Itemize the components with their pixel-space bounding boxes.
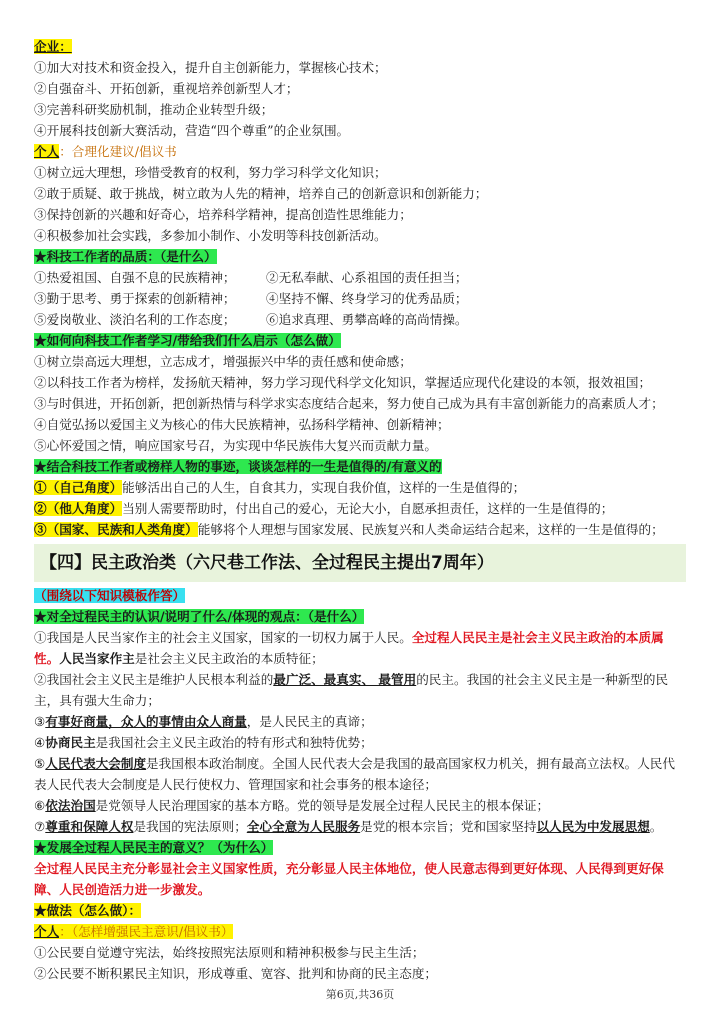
quality-3: ③勤于思考、勇于探索的创新精神； [34, 291, 236, 306]
practice-item-2: ②公民要不断积累民主知识，形成尊重、宽容、批判和协商的民主态度； [34, 966, 437, 981]
learn-item-1: ①树立崇高远大理想，立志成才，增强振兴中华的责任感和使命感； [34, 354, 412, 369]
c4-tail: 是我国社会主义民主政治的特有形式和独特优势； [95, 735, 373, 750]
meaning-point-2 [34, 498, 613, 519]
cognition-point-3 [34, 711, 373, 732]
c2-tail: 的民主。我国的社会主义民主是一种新型的民主，具有强大生命力； [34, 672, 669, 708]
c3-num: ③ [34, 714, 46, 729]
practice-individual-label: 个人 [34, 924, 60, 939]
meaning-point-2-text: 当别人需要帮助时，付出自己的爱心，无论大小，自愿承担责任，这样的一生是值得的； [122, 501, 614, 516]
c3-underline: 有事好商量，众人的事情由众人商量 [45, 714, 247, 729]
individual-note: ：合理化建议/倡议书 [59, 144, 177, 159]
cognition-point-2 [34, 669, 684, 711]
c1-text: ①我国是人民当家作主的社会主义国家，国家的一切权力属于人民。 [34, 630, 412, 645]
template-note [34, 585, 185, 606]
individual-item-4: ④积极参加社会实践，多参加小制作、小发明等科技创新活动。 [34, 228, 387, 243]
cognition-point-1 [34, 627, 684, 669]
learn-item-4: ④自觉弘扬以爱国主义为核心的伟大民族精神，弘扬科学精神、创新精神； [34, 417, 450, 432]
meaning-heading [34, 456, 442, 477]
enterprise-heading-text: 企业： [34, 39, 72, 54]
meaning-point-1-label: ①（自己角度） [34, 480, 123, 495]
individual-heading [34, 141, 177, 162]
section-title: 【四】民主政治类（六尺巷工作法、全过程民主提出7周年） [40, 553, 494, 573]
learn-item-2: ②以科技工作者为榜样，发扬航天精神，努力学习现代科学文化知识，掌握适应现代化建设的本领，报效祖国； [34, 375, 652, 390]
c7-underline-1: 尊重和保障人权 [45, 819, 134, 834]
individual-heading-text: 个人 [34, 144, 60, 159]
enterprise-item-3: ③完善科研奖励机制，推动企业转型升级； [34, 102, 274, 117]
c7-num: ⑦ [34, 819, 46, 834]
individual-item-2: ②敢于质疑、敢于挑战，树立敢为人先的精神，培养自己的创新意识和创新能力； [34, 186, 488, 201]
enterprise-heading [34, 36, 72, 57]
c5-tail: 是我国根本政治制度。全国人民代表大会是我国的最高国家权力机关，拥有最高立法权。人民代表人民代表大会制度是人民行使权力、管理国家和社会事务的根本途径； [34, 756, 675, 792]
c1-tail: 是社会主义民主政治的本质特征； [134, 651, 324, 666]
c7-underline-2: 全心全意为人民服务 [246, 819, 361, 834]
practice-individual-note: ：（怎样增强民主意识/倡议书） [59, 924, 234, 939]
cognition-point-7 [34, 816, 662, 837]
quality-5: ⑤爱岗敬业、淡泊名利的工作态度； [34, 312, 236, 327]
meaning-point-1-text: 能够活出自己的人生，自食其力，实现自我价值，这样的一生是值得的； [122, 480, 526, 495]
qualities-row-3 [34, 309, 468, 330]
cognition-heading-text: ★对全过程民主的认识/说明了什么/体现的观点：（是什么） [34, 609, 365, 624]
meaning-point-2-label: ②（他人角度） [34, 501, 123, 516]
c7-mid-1: 是我国的宪法原则； [133, 819, 247, 834]
c2-text: ②我国社会主义民主是维护人民根本利益的 [34, 672, 274, 687]
enterprise-item-1: ①加大对技术和资金投入，提升自主创新能力，掌握核心技术； [34, 60, 387, 75]
individual-item-3: ③保持创新的兴趣和好奇心，培养科学精神，提高创造性思维能力； [34, 207, 412, 222]
meaning-point-3 [34, 519, 664, 540]
c7-underline-3: 以人民为中发展思想 [536, 819, 650, 834]
enterprise-item-2: ②自强奋斗、开拓创新，重视培养创新型人才； [34, 81, 299, 96]
qualities-row-1 [34, 267, 468, 288]
learn-item-3: ③与时俱进，开拓创新，把创新热情与科学求实态度结合起来，努力使自己成为具有丰富创新能力的高素质人才； [34, 396, 664, 411]
c7-end: 。 [649, 819, 663, 834]
significance-heading-text: ★发展全过程人民民主的意义？（为什么） [34, 840, 274, 855]
meaning-point-1 [34, 477, 525, 498]
practice-individual [34, 921, 233, 942]
meaning-point-3-text: 能够将个人理想与国家发展、民族复兴和人类命运结合起来，这样的一生是值得的； [197, 522, 664, 537]
c5-underline: 人民代表大会制度 [45, 756, 147, 771]
template-note-text: （围绕以下知识模板作答） [34, 588, 186, 603]
learn-heading [34, 330, 341, 351]
meaning-heading-text: ★结合科技工作者或榜样人物的事迹，谈谈怎样的一生是值得的/有意义的 [34, 459, 442, 474]
cognition-point-4 [34, 732, 373, 753]
c4-bold: 协商民主 [45, 735, 96, 750]
significance-heading [34, 837, 273, 858]
learn-item-5: ⑤心怀爱国之情，响应国家号召，为实现中华民族伟大复兴而贡献力量。 [34, 438, 437, 453]
learn-heading-text: ★如何向科技工作者学习/带给我们什么启示（怎么做） [34, 333, 341, 348]
cognition-heading [34, 606, 364, 627]
c1-bold: 人民当家作主 [59, 651, 135, 666]
quality-4: ④坚持不懈、终身学习的优秀品质； [266, 291, 468, 306]
practice-item-1: ①公民要自觉遵守宪法，始终按照宪法原则和精神积极参与民主生活； [34, 945, 425, 960]
c7-mid-2: 是党的根本宗旨；党和国家坚持 [360, 819, 537, 834]
quality-2: ②无私奉献、心系祖国的责任担当； [266, 270, 468, 285]
c6-num: ⑥ [34, 798, 46, 813]
practice-heading-text: ★做法（怎么做）： [34, 903, 142, 918]
quality-6: ⑥追求真理、勇攀高峰的高尚情操。 [266, 312, 468, 327]
cognition-point-6 [34, 795, 549, 816]
individual-item-1: ①树立远大理想，珍惜受教育的权利，努力学习科学文化知识； [34, 165, 387, 180]
enterprise-item-4: ④开展科技创新大赛活动，营造“四个尊重”的企业氛围。 [34, 123, 350, 138]
qualities-row-2 [34, 288, 468, 309]
c3-tail: ，是人民民主的真谛； [246, 714, 373, 729]
practice-heading [34, 900, 141, 921]
qualities-heading-text: ★科技工作者的品质：（是什么） [34, 249, 217, 264]
c4-num: ④ [34, 735, 46, 750]
c5-num: ⑤ [34, 756, 46, 771]
significance-text: 全过程人民民主充分彰显社会主义国家性质，充分彰显人民主体地位，使人民意志得到更好体现、人民得到更好保障、人民创造活力进一步激发。 [34, 861, 664, 897]
cognition-point-5 [34, 753, 684, 795]
c6-underline: 依法治国 [45, 798, 96, 813]
quality-1: ①热爱祖国、自强不息的民族精神； [34, 270, 236, 285]
meaning-point-3-label: ③（国家、民族和人类角度） [34, 522, 198, 537]
page-footer: 第6页,共36页 [325, 988, 395, 1001]
c1-red-text: 全过程人民民主是社会主义民主政治的本质属性。 [34, 630, 664, 666]
c2-underline: 最广泛、最真实、 最管用 [273, 672, 417, 687]
c6-tail: 是党领导人民治理国家的基本方略。党的领导是发展全过程人民民主的根本保证； [95, 798, 550, 813]
qualities-heading [34, 246, 217, 267]
